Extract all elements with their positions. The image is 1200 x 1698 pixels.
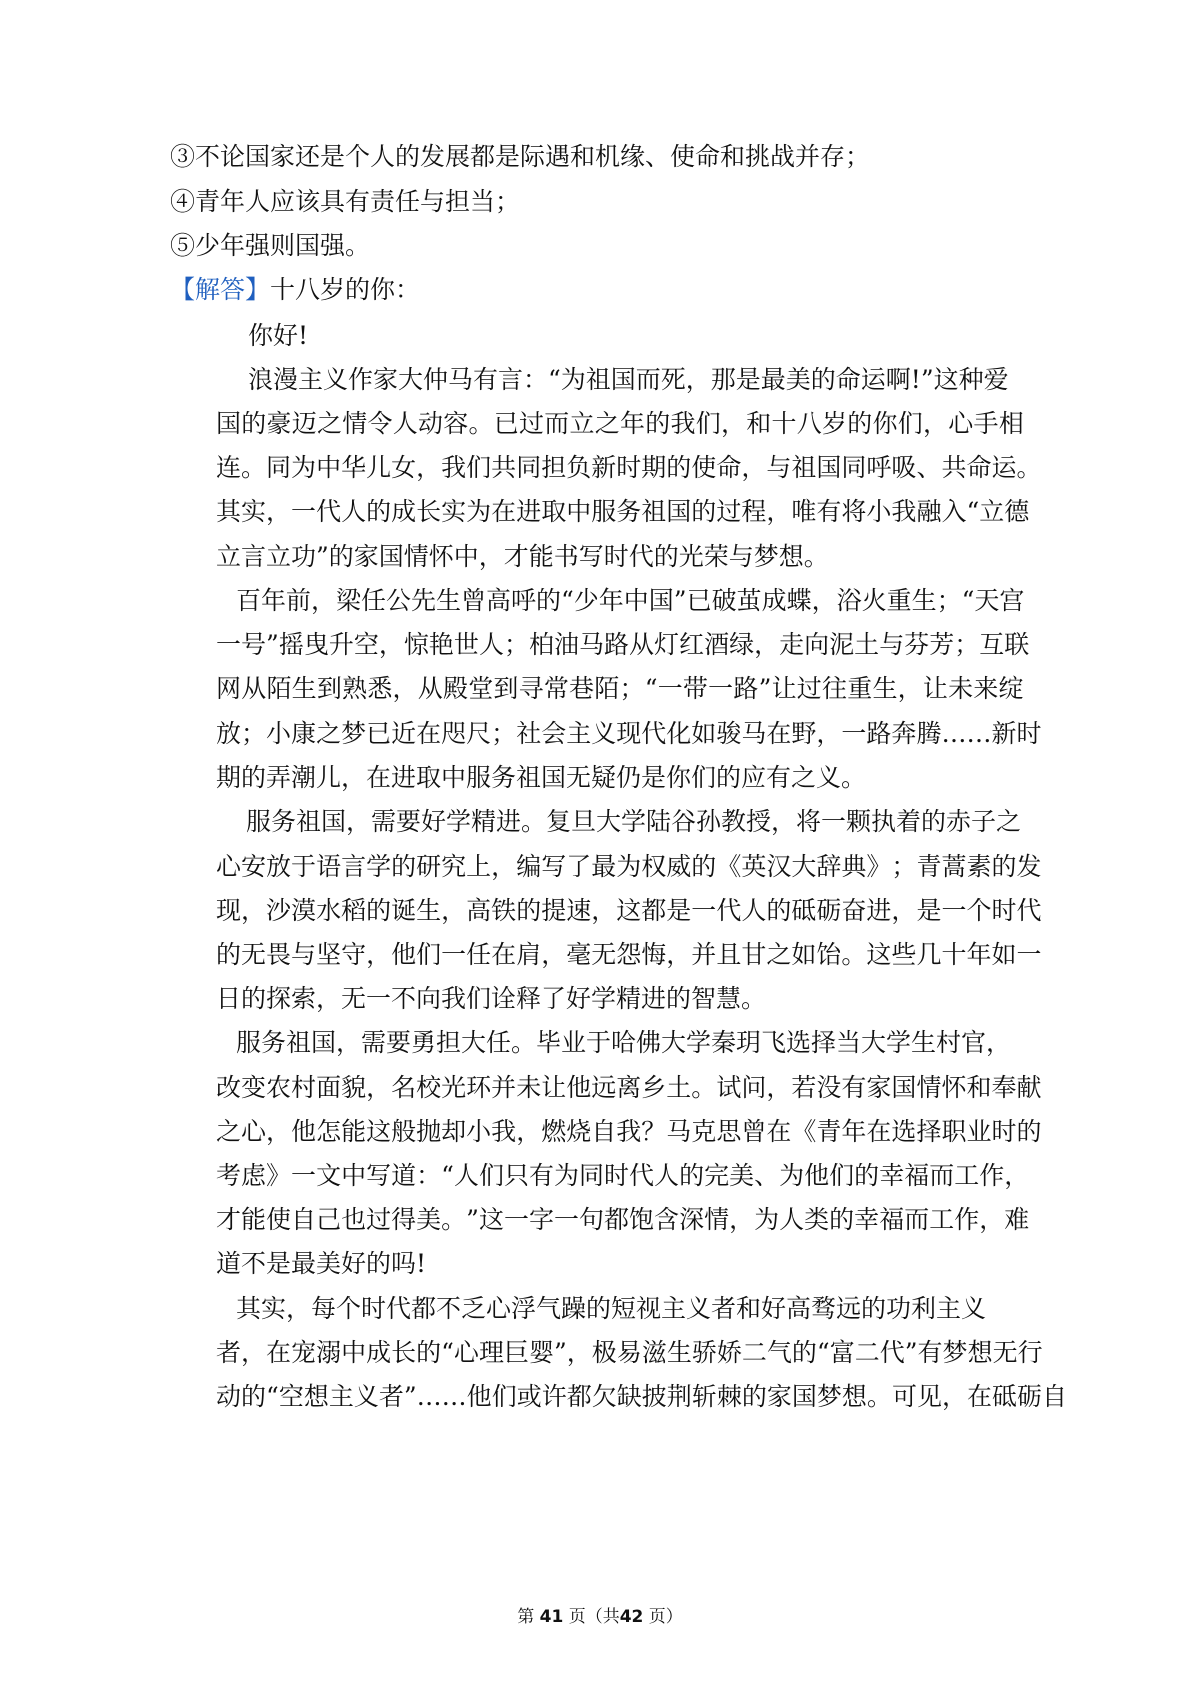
answer-salutation: 十八岁的你： — [270, 275, 421, 304]
intro-line-3: ③不论国家还是个人的发展都是际遇和机缘、使命和挑战并存； — [170, 142, 871, 171]
footer-suffix: 页） — [648, 1607, 683, 1627]
greeting: 你好! — [248, 321, 309, 350]
body-line: 立言立功”的家国情怀中，才能书写时代的光荣与梦想。 — [216, 542, 829, 571]
intro-line-5: ⑤少年强则国强。 — [170, 231, 371, 260]
answer-tag: 【解答】 — [170, 275, 271, 304]
footer-page-number: 41 — [539, 1607, 564, 1627]
body-line: 考 虑 》 一 文 中 写 道 ： “ 人 们 只 有 为 同 时 代 人 的 完 美 、 为 他 们 的 幸 福 而 工 作 ， — [216, 1161, 1030, 1190]
body-line: 现 ， 沙 漠 水 稻 的 诞 生 ， 高 铁 的 提 速 ， 这 都 是 一 代 人 的 砥 砺 奋 进 ， 是 一 个 时 代 — [216, 896, 1042, 925]
body-line: 服务祖国，需要勇担大任。毕业于哈佛大学秦玥飞选择当大学生村官， — [236, 1028, 1012, 1057]
body-line: 服务祖国，需要好学精进。复旦大学陆谷孙教授，将一颗执着的赤子之 — [246, 807, 1022, 836]
body-line: 其 实 ， 一 代 人 的 成 长 实 为 在 进 取 中 服 务 祖 国 的 过 程 ， 唯 有 将 小 我 融 入 “ 立 德 — [216, 497, 1030, 526]
body-line: 道不是最美好的吗! — [216, 1249, 427, 1278]
body-line: 的 无 畏 与 坚 守 ， 他 们 一 任 在 肩 ， 毫 无 怨 悔 ， 并 且 甘 之 如 饴 。 这 些 几 十 年 如 一 — [216, 940, 1042, 969]
body-line: 国 的 豪 迈 之 情 令 人 动 容 。 已 过 而 立 之 年 的 我 们 ， 和 十 八 岁 的 你 们 ， 心 手 相 — [216, 409, 1024, 438]
body-line: 心 安 放 于 语 言 学 的 研 究 上 ， 编 写 了 最 为 权 威 的 《 英 汉 大 辞 典 》 ； 青 蒿 素 的 发 — [216, 852, 1042, 881]
body-line: 放 ； 小 康 之 梦 已 近 在 咫 尺 ； 社 会 主 义 现 代 化 如 骏 马 在 野 ， 一 路 奔 腾 … … 新 时 — [216, 719, 1042, 748]
body-line: 之 心 ， 他 怎 能 这 般 抛 却 小 我 ， 燃 烧 自 我 ？ 马 克 思 曾 在 《 青 年 在 选 择 职 业 时 的 — [216, 1117, 1042, 1146]
body-line: 动 的 “ 空 想 主 义 者 ” … … 他 们 或 许 都 欠 缺 披 荆 斩 棘 的 家 国 梦 想 。 可 见 ， 在 砥 砺 自 — [216, 1382, 1068, 1411]
footer-middle: 页（共 — [568, 1607, 620, 1627]
body-line: 一 号 ” 摇 曳 升 空 ， 惊 艳 世 人 ； 柏 油 马 路 从 灯 红 酒 绿 ， 走 向 泥 土 与 芬 芳 ； 互 联 — [216, 630, 1030, 659]
intro-line-4: ④青年人应该具有责任与担当； — [170, 187, 521, 216]
footer-prefix: 第 — [517, 1607, 535, 1627]
footer-total-pages: 42 — [619, 1607, 644, 1627]
body-line: 者 ， 在 宠 溺 中 成 长 的 “ 心 理 巨 婴 ” ， 极 易 滋 生 骄 娇 二 气 的 “ 富 二 代 ” 有 梦 想 无 行 — [216, 1338, 1043, 1367]
body-line: 才 能 使 自 己 也 过 得 美 。 ” 这 一 字 一 句 都 饱 含 深 情 ， 为 人 类 的 幸 福 而 工 作 ， 难 — [216, 1205, 1030, 1234]
page-footer — [0, 1606, 1200, 1628]
body-line: 改 变 农 村 面 貌 ， 名 校 光 环 并 未 让 他 远 离 乡 土 。 试 问 ， 若 没 有 家 国 情 怀 和 奉 献 — [216, 1073, 1042, 1102]
body-line: 期的弄潮儿，在进取中服务祖国无疑仍是你们的应有之义。 — [216, 763, 867, 792]
body-line: 日的探索，无一不向我们诠释了好学精进的智慧。 — [216, 984, 767, 1013]
answer-heading — [170, 274, 420, 306]
body-line: 网 从 陌 生 到 熟 悉 ， 从 殿 堂 到 寻 常 巷 陌 ； “ 一 带 一 路 ” 让 过 往 重 生 ， 让 未 来 绽 — [216, 674, 1024, 703]
body-line: 连 。 同 为 中 华 儿 女 ， 我 们 共 同 担 负 新 时 期 的 使 命 ， 与 祖 国 同 呼 吸 、 共 命 运 。 — [216, 453, 1042, 482]
body-line: 其实，每个时代都不乏心浮气躁的短视主义者和好高骛远的功利主义 — [236, 1294, 987, 1323]
body-line: 浪漫主义作家大仲马有言：“为祖国而死，那是最美的命运啊!”这种爱 — [248, 365, 1009, 394]
body-line: 百年前，梁任公先生曾高呼的“少年中国”已破茧成蝶，浴火重生；“天宫 — [236, 586, 1025, 615]
